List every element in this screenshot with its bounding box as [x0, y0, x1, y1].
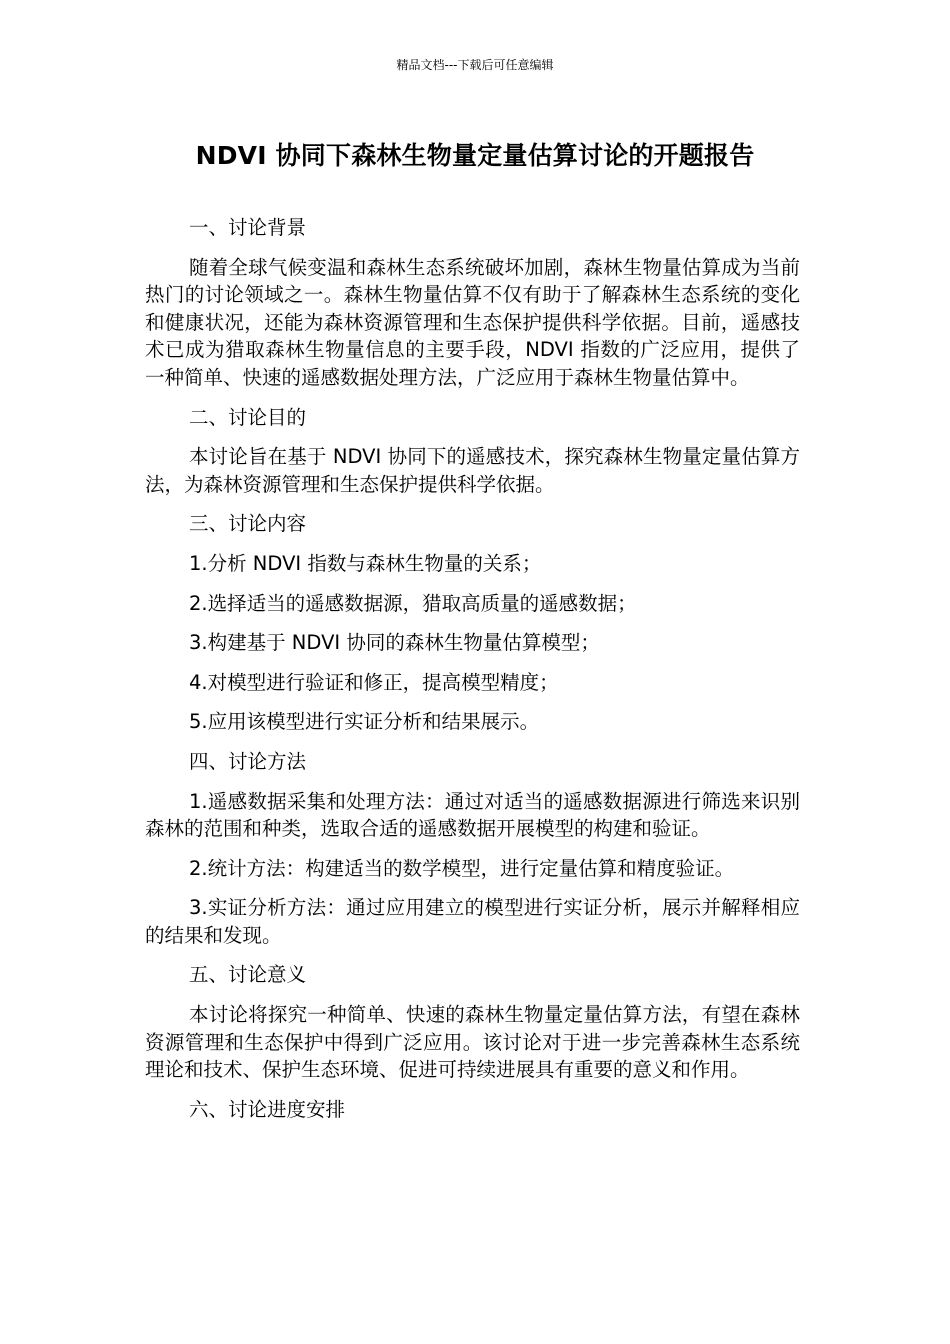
paragraph-purpose: 本讨论旨在基于 NDVI 协同下的遥感技术，探究森林生物量定量估算方法，为森林资源管理和生态保护提供科学依据。 [145, 445, 800, 496]
list-item-method-1: 1.遥感数据采集和处理方法：通过对适当的遥感数据源进行筛选来识别森林的范围和种类，选取合适的遥感数据开展模型的构建和验证。 [145, 789, 800, 841]
list-item-content-4: 4.对模型进行验证和修正，提高模型精度； [189, 670, 559, 694]
section-heading-content: 三、讨论内容 [189, 512, 307, 536]
header-note: 精品文档---下载后可任意编辑 [396, 58, 554, 72]
document-title: NDVI 协同下森林生物量定量估算讨论的开题报告 [195, 141, 755, 170]
section-heading-schedule: 六、讨论进度安排 [189, 1097, 346, 1121]
section-heading-significance: 五、讨论意义 [189, 963, 307, 987]
list-item-method-2: 2.统计方法：构建适当的数学模型，进行定量估算和精度验证。 [189, 856, 735, 880]
list-item-content-5: 5.应用该模型进行实证分析和结果展示。 [189, 710, 540, 734]
document-body [145, 214, 800, 1135]
paragraph-background: 随着全球气候变温和森林生态系统破坏加剧，森林生物量估算成为当前热门的讨论领域之一。森林生物量估算不仅有助于了解森林生态系统的变化和健康状况，还能为森林资源管理和生态保护提供科学依据。目前，遥感技术已成为猎取森林生物量信息的主要手段，NDVI 指数的广泛应用，提供了一种简单、快速的遥感数据处理方法，广泛应用于森林生物量估算中。 [145, 255, 800, 389]
section-heading-background: 一、讨论背景 [189, 216, 307, 239]
paragraph-significance: 本讨论将探究一种简单、快速的森林生物量定量估算方法，有望在森林资源管理和生态保护中得到广泛应用。该讨论对于进一步完善森林生态系统理论和技术、保护生态环境、促进可持续进展具有重要的意义和作用。 [145, 1003, 800, 1082]
list-item-content-2: 2.选择适当的遥感数据源，猎取高质量的遥感数据； [189, 591, 637, 615]
section-heading-purpose: 二、讨论目的 [189, 405, 307, 429]
list-item-method-3: 3.实证分析方法：通过应用建立的模型进行实证分析，展示并解释相应的结果和发现。 [145, 896, 800, 947]
list-item-content-1: 1.分析 NDVI 指数与森林生物量的关系； [189, 551, 542, 575]
section-heading-method: 四、讨论方法 [189, 749, 307, 773]
list-item-content-3: 3.构建基于 NDVI 协同的森林生物量估算模型； [189, 631, 600, 655]
